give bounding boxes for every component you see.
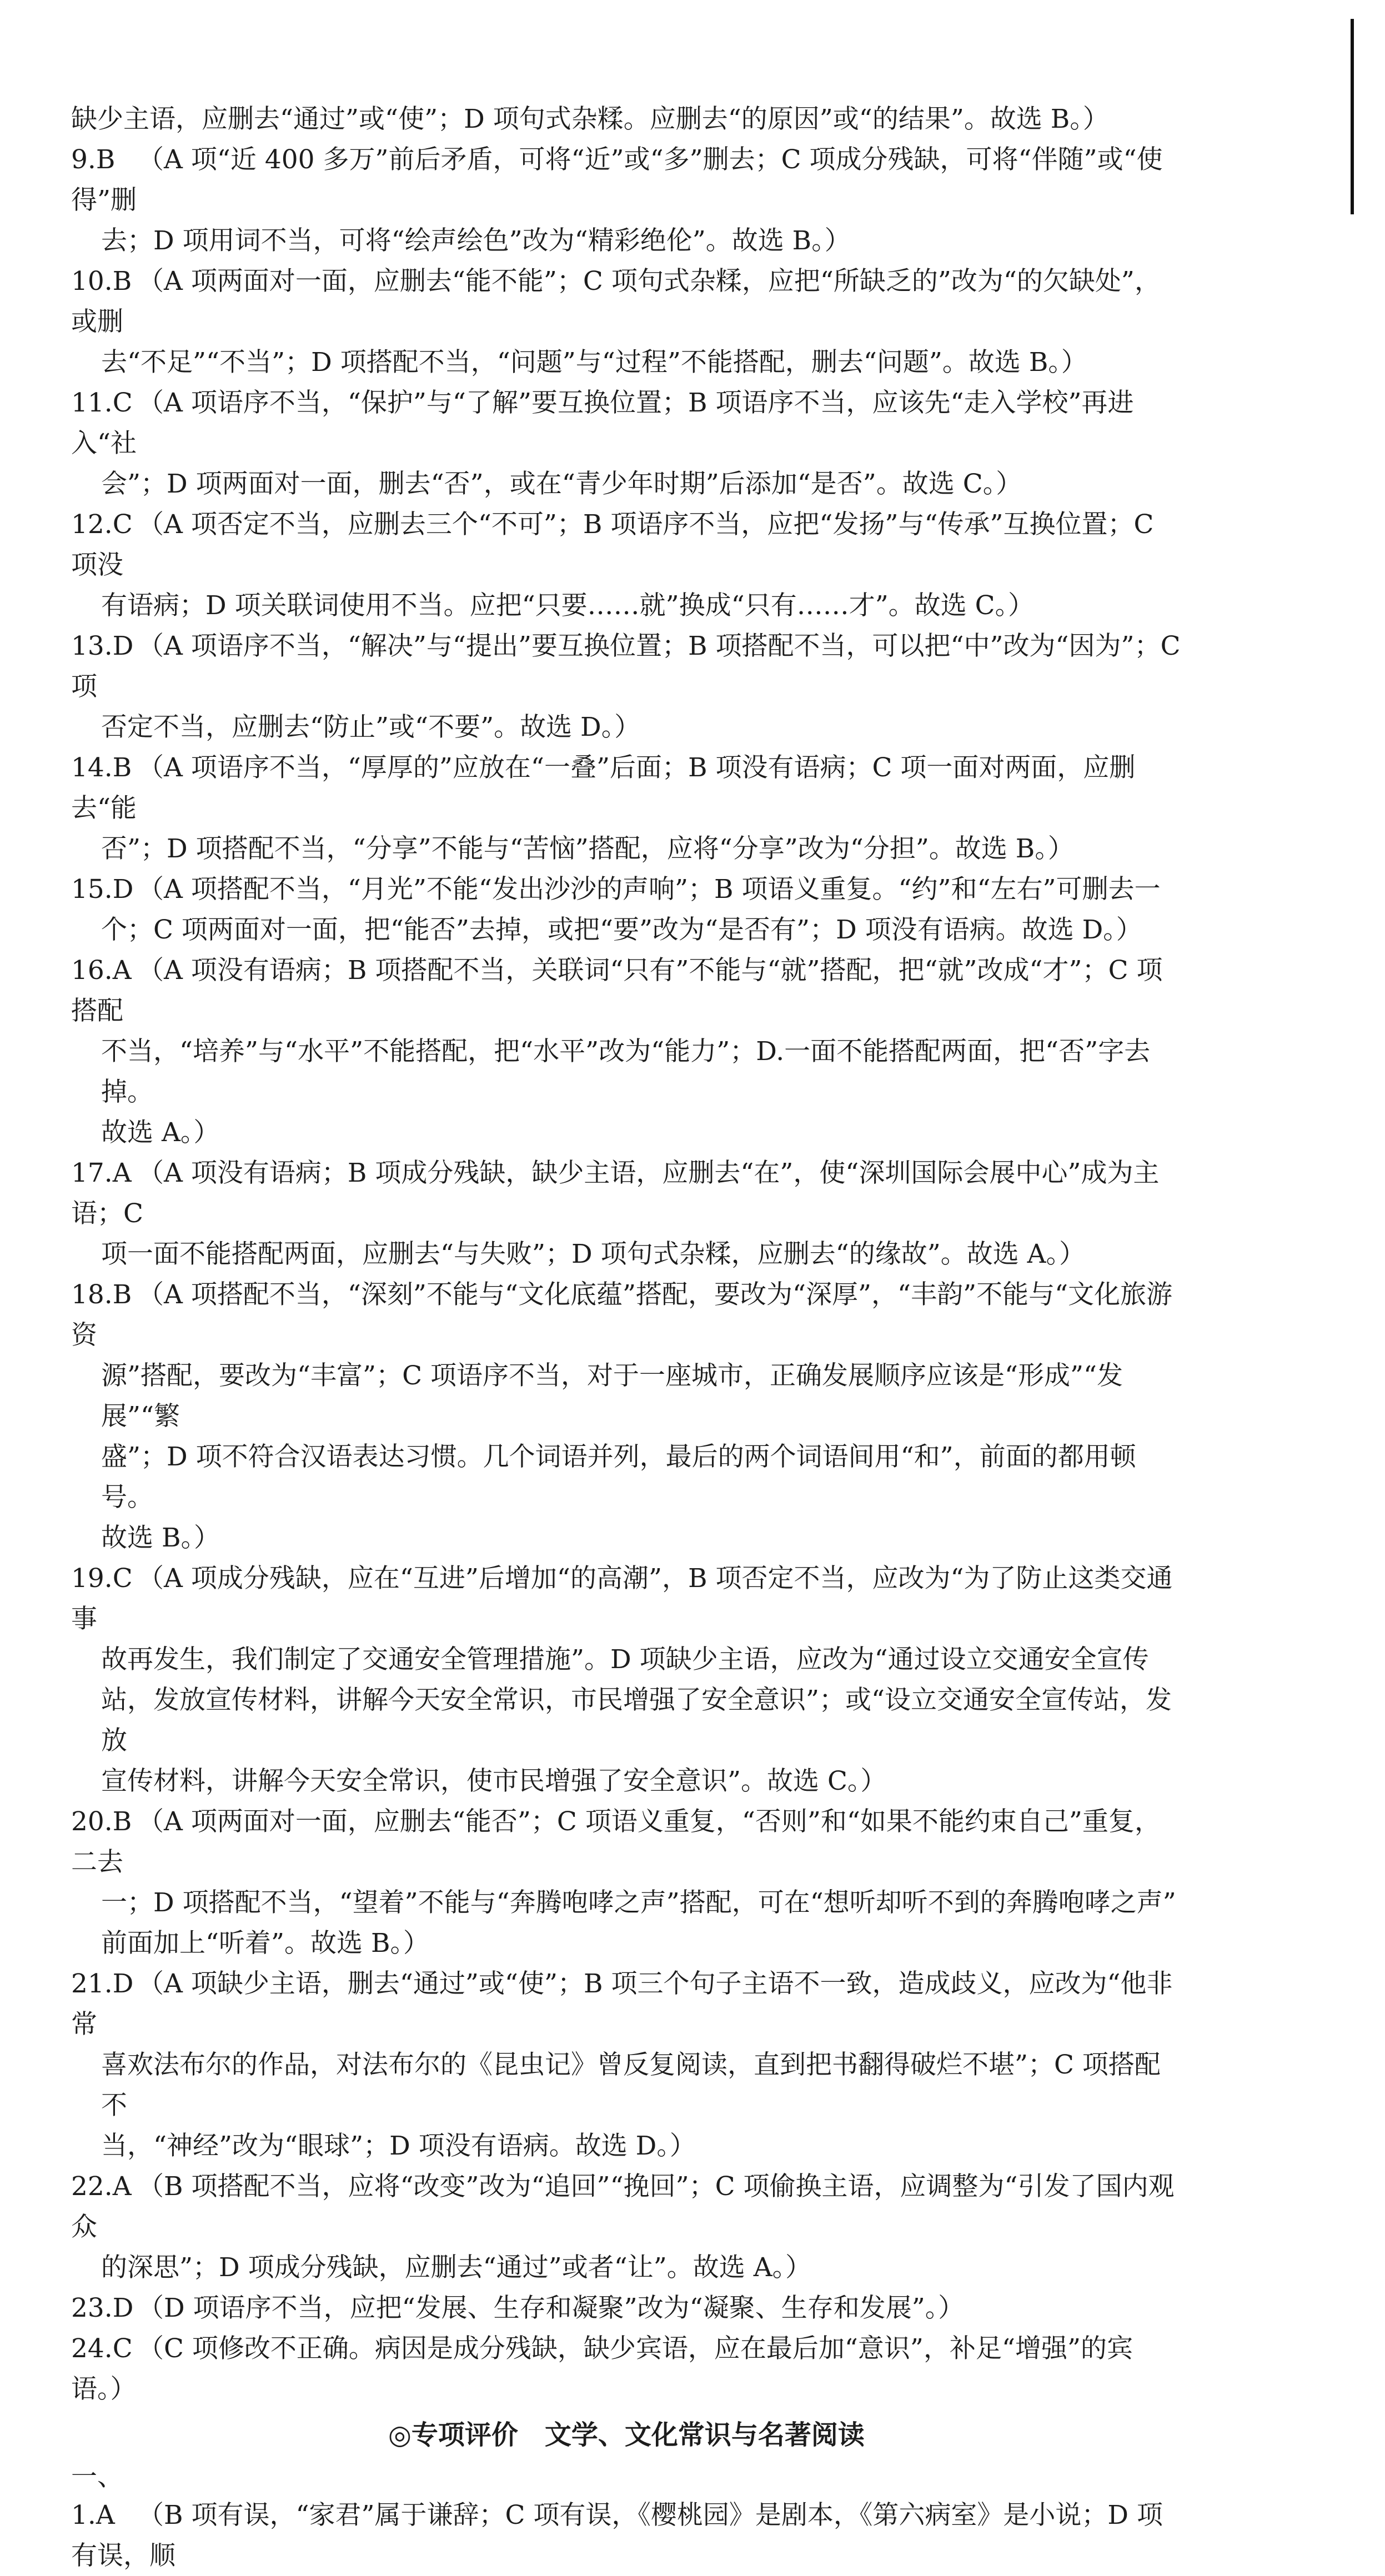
- answer-continuation: 去；D 项用词不当，可将“绘声绘色”改为“精彩绝伦”。故选 B。）: [101, 225, 851, 256]
- answer-continuation: 站，发放宣传材料，讲解今天安全常识，市民增强了安全意识”；或“设立交通安全宣传站，发放: [101, 1685, 1172, 1756]
- answer-text: （A 项搭配不当，“月光”不能“发出沙沙的声响”；B 项语义重复。“约”和“左右”可删去一: [138, 874, 1161, 905]
- answer-text: （C 项修改不正确。病因是成分残缺，缺少宾语，应在最后加“意识”，补足“增强”的宾语。）: [71, 2333, 1133, 2404]
- answer-text: （A 项否定不当，应删去三个“不可”；B 项语序不当，应把“发扬”与“传承”互换位置；C 项没: [71, 509, 1154, 580]
- answer-number: 17.A: [71, 1158, 132, 1188]
- answer-continuation: 盛”；D 项不符合汉语表达习惯。几个词语并列，最后的两个词语间用“和”，前面的都用顿号。: [101, 1442, 1136, 1513]
- binding-margin-line: [1351, 19, 1354, 214]
- answer-number: 21.D: [71, 1969, 134, 1999]
- answer-text: （A 项语序不当，“厚厚的”应放在“一叠”后面；B 项没有语病；C 项一面对两面，应删去“能: [71, 752, 1136, 823]
- answer-item: [71, 1558, 1182, 1801]
- answer-continuation: 源”搭配，要改为“丰富”；C 项语序不当，对于一座城市，正确发展顺序应该是“形成”“发展”“繁: [101, 1360, 1123, 1432]
- answer-continuation: 宣传材料，讲解今天安全常识，使市民增强了安全意识”。故选 C。）: [101, 1766, 887, 1796]
- section-heading: ◎专项评价 文学、文化常识与名著阅读: [388, 2419, 865, 2451]
- answer-item: [71, 2166, 1182, 2288]
- answer-text: （A 项没有语病；B 项搭配不当，关联词“只有”不能与“就”搭配，把“就”改成“才”；C 项搭配: [71, 955, 1163, 1026]
- answer-number: 15.D: [71, 874, 134, 905]
- answer-number: 19.C: [71, 1563, 133, 1594]
- answer-text: （A 项两面对一面，应删去“能否”；C 项语义重复，“否则”和“如果不能约束自己”重复，二去: [71, 1806, 1161, 1877]
- section-subheading: 一、: [71, 2462, 123, 2492]
- answer-item: [71, 139, 1182, 261]
- answer-continuation: 一；D 项搭配不当，“望着”不能与“奔腾咆哮之声”搭配，可在“想听却听不到的奔腾咆哮之声”: [101, 1887, 1176, 1918]
- answer-continuation: 当，“神经”改为“眼球”；D 项没有语病。故选 D。）: [101, 2131, 696, 2161]
- answer-continuation: 故选 A。）: [101, 1117, 220, 1148]
- answer-continuation: 喜欢法布尔的作品，对法布尔的《昆虫记》曾反复阅读，直到把书翻得破烂不堪”；C 项搭配不: [101, 2050, 1161, 2121]
- answer-item: [71, 261, 1182, 383]
- answer-item: [71, 1964, 1182, 2166]
- answer-number: 23.D: [71, 2293, 134, 2323]
- answer-continuation: 不当，“培养”与“水平”不能搭配，把“水平”改为“能力”；D.一面不能搭配两面，把“否”字去掉。: [101, 1036, 1151, 1107]
- answer-continuation: 有语病；D 项关联词使用不当。应把“只要……就”换成“只有……才”。故选 C。）: [101, 590, 1035, 621]
- answer-text: （A 项搭配不当，“深刻”不能与“文化底蕴”搭配，要改为“深厚”，“丰韵”不能与“文化旅游资: [71, 1279, 1173, 1350]
- answer-continuation: 会”；D 项两面对一面，删去“否”，或在“青少年时期”后添加“是否”。故选 C。）: [101, 469, 1022, 499]
- answer-item: [71, 383, 1182, 504]
- answer-number: 14.B: [71, 752, 132, 783]
- answer-continuation: 去“不足”“不当”；D 项搭配不当，“问题”与“过程”不能搭配，删去“问题”。故选 B。）: [101, 347, 1087, 378]
- answer-text: （A 项语序不当，“保护”与“了解”要互换位置；B 项语序不当，应该先“走入学校”再进入“社: [71, 388, 1134, 459]
- answer-text: （A 项没有语病；B 项成分残缺，缺少主语，应删去“在”，使“深圳国际会展中心”成为主语；C: [71, 1158, 1160, 1229]
- answer-text: （B 项搭配不当，应将“改变”改为“追回”“挽回”；C 项偷换主语，应调整为“引发了国内观众: [71, 2171, 1175, 2242]
- answer-item: [71, 2328, 1182, 2409]
- answer-number: 9.B: [71, 144, 116, 175]
- answer-item: [71, 626, 1182, 747]
- continued-line: 缺少主语，应删去“通过”或“使”；D 项句式杂糅。应删去“的原因”或“的结果”。故选 B。）: [71, 104, 1109, 134]
- answer-number: 16.A: [71, 955, 132, 986]
- answer-continuation: 故再发生，我们制定了交通安全管理措施”。D 项缺少主语，应改为“通过设立交通安全宣传: [101, 1644, 1149, 1675]
- answer-text: （A 项两面对一面，应删去“能不能”；C 项句式杂糅，应把“所缺乏的”改为“的欠缺处”，或删: [71, 266, 1161, 337]
- answer-text: （B 项有误，“家君”属于谦辞；C 项有误，《樱桃园》是剧本，《第六病室》是小说；D 项有误，顺: [71, 2500, 1163, 2571]
- answer-number: 10.B: [71, 266, 132, 297]
- answer-text: （A 项成分残缺，应在“互进”后增加“的高潮”，B 项否定不当，应改为“为了防止这类交通事: [71, 1563, 1173, 1634]
- answer-continuation: 项一面不能搭配两面，应删去“与失败”；D 项句式杂糅，应删去“的缘故”。故选 A。）: [101, 1239, 1086, 1269]
- answer-item: [71, 950, 1182, 1153]
- answer-item: [71, 1801, 1182, 1964]
- answer-number: 13.D: [71, 631, 134, 661]
- answer-continuation: 否定不当，应删去“防止”或“不要”。故选 D。）: [101, 712, 641, 742]
- answer-number: 22.A: [71, 2171, 132, 2202]
- answer-continuation: 否”；D 项搭配不当，“分享”不能与“苦恼”搭配，应将“分享”改为“分担”。故选 B。）: [101, 833, 1074, 864]
- answer-number: 20.B: [71, 1806, 132, 1837]
- answer-text: （A 项“近 400 多万”前后矛盾，可将“近”或“多”删去；C 项成分残缺，可将“伴随”或“使得”删: [71, 144, 1163, 215]
- answer-continuation: 前面加上“听着”。故选 B。）: [101, 1928, 430, 1959]
- answer-text: （A 项缺少主语，删去“通过”或“使”；B 项三个句子主语不一致，造成歧义，应改为“他非常: [71, 1969, 1173, 2040]
- answer-item: [71, 1153, 1182, 1274]
- answer-number: 11.C: [71, 388, 133, 418]
- answer-item-last: [71, 2495, 1182, 2576]
- answer-item: [71, 2288, 1182, 2328]
- answer-text: （D 项语序不当，应把“发展、生存和凝聚”改为“凝聚、生存和发展”。）: [138, 2293, 965, 2323]
- answer-page: [71, 99, 1182, 2576]
- answer-number: 24.C: [71, 2333, 133, 2364]
- answer-text: （A 项语序不当，“解决”与“提出”要互换位置；B 项搭配不当，可以把“中”改为“因为”；C 项: [71, 631, 1181, 702]
- answer-item: [71, 869, 1182, 950]
- answer-continuation: 故选 B。）: [101, 1523, 220, 1553]
- answer-number: 18.B: [71, 1279, 132, 1310]
- answer-number: 12.C: [71, 509, 133, 540]
- answer-continuation: 个；C 项两面对一面，把“能否”去掉，或把“要”改为“是否有”；D 项没有语病。故选 D。）: [101, 915, 1142, 945]
- answer-list: [71, 139, 1182, 2409]
- answer-continuation: 的深思”；D 项成分残缺，应删去“通过”或者“让”。故选 A。）: [101, 2252, 812, 2283]
- answer-item: [71, 747, 1182, 869]
- answer-item: [71, 1274, 1182, 1558]
- answer-number: 1.A: [71, 2500, 115, 2530]
- answer-item: [71, 504, 1182, 626]
